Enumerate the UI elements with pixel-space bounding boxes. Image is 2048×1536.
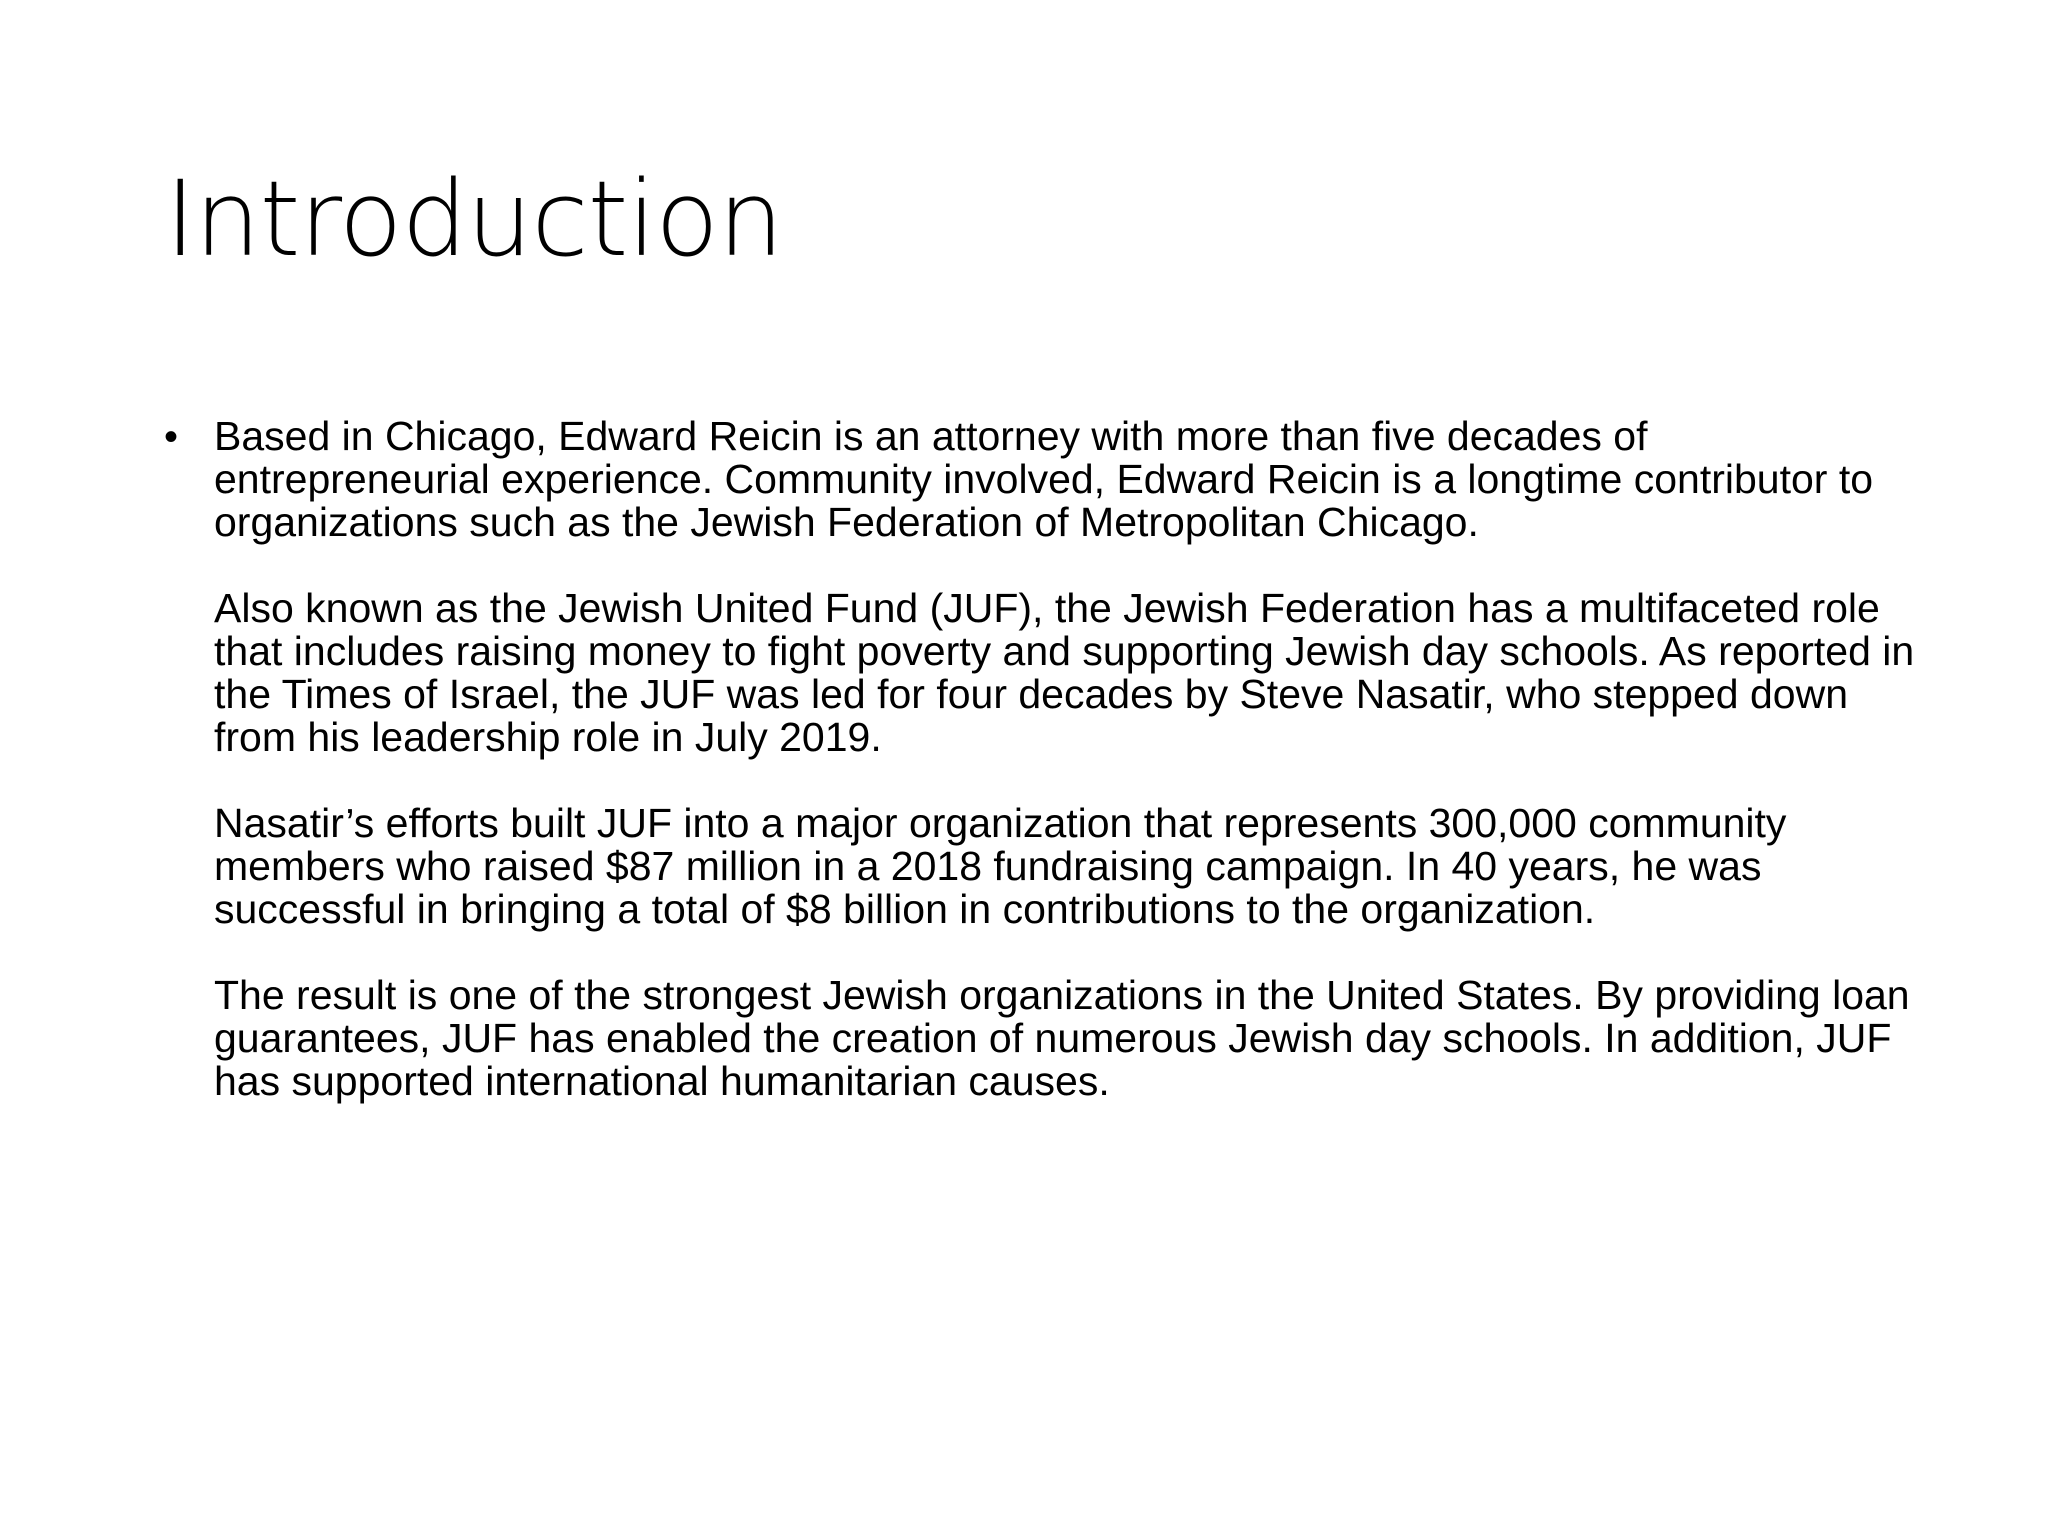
paragraph-nasatir: Nasatir’s efforts built JUF into a major organization that represents 300,000 community members who raised $87 million in a 2018 fundraising campaign. In 40 years, he was successful in bringing a total of $8 billion in contributions to the organization. <box>214 800 1787 932</box>
bullet-item <box>160 415 1920 1103</box>
paragraph-result: The result is one of the strongest Jewish organizations in the United States. By providing loan guarantees, JUF has enabled the creation of numerous Jewish day schools. In addition, JUF has supported international humanitarian causes. <box>214 972 1910 1104</box>
slide-title: Introduction <box>165 158 783 280</box>
paragraph-intro: Based in Chicago, Edward Reicin is an attorney with more than five decades of entrepreneurial experience. Community involved, Edward Reicin is a longtime contributor to organizations such as the Jewish Federation of Metropolitan Chicago. <box>214 413 1874 545</box>
slide-body <box>160 415 1920 1103</box>
bullet-text <box>214 415 1920 1103</box>
bullet-marker: • <box>164 415 179 459</box>
paragraph-juf-role: Also known as the Jewish United Fund (JUF), the Jewish Federation has a multifaceted role that includes raising money to fight poverty and supporting Jewish day schools. As reported in the Times of Israel, the JUF was led for four decades by Steve Nasatir, who stepped down from his leadership role in July 2019. <box>214 585 1915 760</box>
